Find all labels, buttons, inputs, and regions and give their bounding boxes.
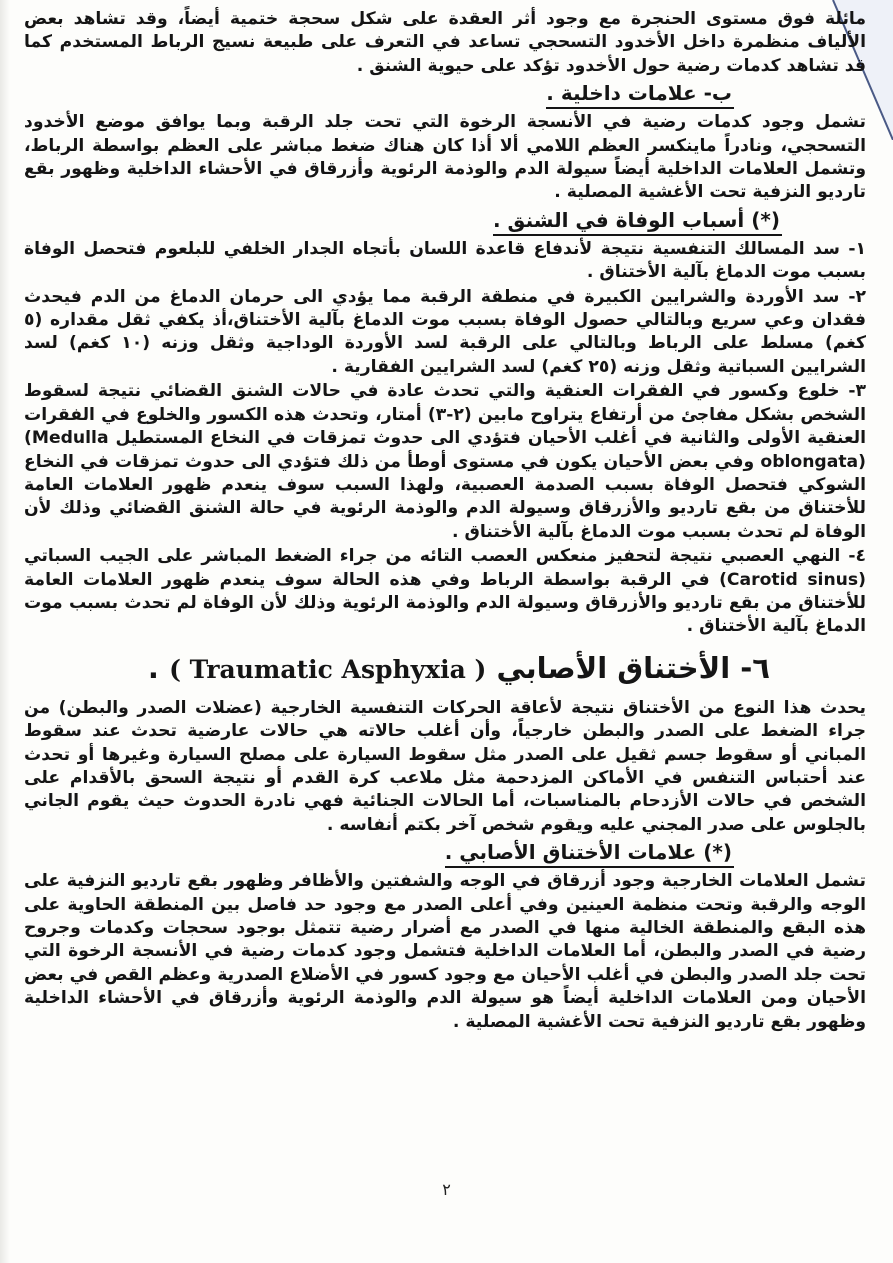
internal-signs-heading-row (24, 79, 866, 109)
traumatic-signs-text: تشمل العلامات الخارجية وجود أزرقاق في الوجه والشفتين والأظافر وظهور بقع تارديو النزفية على الوجه والرقبة وتحت منظمة العينين وفي أعلى الصدر مع وجود حد فاصل بين المنطقة الحاوية على هذه البقع والمنطقة الخالية منها في الصدر مع أضرار رضية تتمثل بوجود سحجات وكدمات وجروح رضية في الصدر والبطن، أما العلامات الداخلية فتشمل وجود كدمات رضية في الأنسجة الرخوة التي تحت جلد الصدر والبطن في أغلب الأحيان مع وجود كسور في الأضلاع الصدرية وعظم القص في بعض الأحيان ومن العلامات الداخلية أيضاً هو سيولة الدم والوذمة الرئوية وأزرقاق في الأحشاء الداخلية وظهور بقع تارديو النزفية تحت الأغشية المصلية . (24, 871, 866, 1032)
carotid-term: (Carotid sinus) (719, 569, 866, 590)
death-causes-heading: (*) أسباب الوفاة في الشنق . (493, 206, 782, 236)
death-cause-4-text: ٤- النهي العصبي نتيجة لتحفيز منعكس العصب التائه من جراء الضغط المباشر على الجيب السباتي (24, 546, 866, 567)
traumatic-text: يحدث هذا النوع من الأختناق نتيجة لأعاقة الحركات التنفسية الخارجية (عضلات الصدر والبطن) من جراء الضغط على الصدر والبطن خارجياً، وأن أغلب حالاته هي حالات عارضية تحدث عند سقوط المباني أو سقوط جسم ثقيل على الصدر مثل سقوط السيارة على مصلح السيارة وغيرها أو تحدث عند أحتباس التنفس في الأماكن المزدحمة مثل ملاعب كرة القدم أو نتيجة السحق بالأقدام على الشخص في حالات الأزدحام بالمناسبات، أما الحالات الجنائية فهي نادرة الحدوث حيث يقوم الجاني بالجلوس على صدر المجني عليه ويقوم شخص آخر بكتم أنفاسه . (24, 697, 866, 835)
death-cause-3-text: ٣- خلوع وكسور في الفقرات العنقية والتي تحدث عادة في حالات الشنق القضائي نتيجة لسقوط الشخص بشكل مفاجئ من أرتفاع يتراوح مابين (٢-٣) أمتار، وتحدث هذه الكسور والخلوع في الفقرات العنقية الأولى والثانية في أغلب الأحيان فتؤدي الى حدوث تمزقات في النخاع المستطيل (24, 381, 866, 449)
traumatic-signs-heading: (*) علامات الأختناق الأصابي . (445, 838, 734, 868)
internal-signs-text: تشمل وجود كدمات رضية في الأنسجة الرخوة التي تحت جلد الرقبة وبما يوافق موضع الأخدود التسحجي، ونادراً ماينكسر العظم اللامي ألا أذا كان هناك ضغط مباشر على العظم بواسطة الرباط، وتشمل العلامات الداخلية أيضاً سيولة الدم والوذمة الرئوية وأزرقاق في الأحشاء الداخلية وظهور بقع تارديو النزفية تحت الأغشية المصلية . (24, 112, 866, 203)
traumatic-asphyxia-heading (24, 645, 866, 693)
medulla-term: (Medulla oblongata) (24, 428, 867, 472)
death-cause-3 (24, 380, 866, 544)
death-cause-1: ١- سد المسالك التنفسية نتيجة لأندفاع قاعدة اللسان بأتجاه الجدار الخلفي للبلعوم فتحصل الوفاة بسبب موت الدماغ بآلية الأختناق . (24, 238, 866, 283)
death-causes-heading-row (24, 206, 866, 236)
death-cause-3-continued: وفي بعض الأحيان يكون في مستوى أوطأ من ذلك فتؤدي الى حدوث تمزقات في النخاع الشوكي فتحصل الوفاة بسبب الصدمة العصبية، ولهذا السبب سوف ينعدم ظهور العلامات العامة للأختناق من بقع تارديو والأزرقاق وسيولة الدم والوذمة الرئوية في حالة الشنق القضائي وذلك لأن الوفاة لم تحدث بسبب موت الدماغ بآلية الأختناق . (24, 451, 866, 542)
internal-signs-heading: ب- علامات داخلية . (546, 79, 734, 109)
intro-paragraph: مائلة فوق مستوى الحنجرة مع وجود أثر العقدة على شكل سحجة ختمية أيضاً، وقد تشاهد بعض الألياف منظمرة داخل الأخدود التسحجي تساعد في التعرف على طبيعة نسيج الرباط المستخدم كما قد تشاهد كدمات رضية حول الأخدود تؤكد على حيوية الشنق . (24, 9, 866, 76)
page-number: ٢ (442, 1180, 451, 1199)
traumatic-signs-heading-row (24, 838, 866, 868)
traumatic-heading-en: ( Traumatic Asphyxia ) (169, 654, 487, 684)
traumatic-heading-ar: ٦- الأختناق الأصابي (496, 650, 770, 685)
page-body (24, 8, 866, 1035)
scan-shadow (0, 0, 10, 1263)
death-cause-4 (24, 545, 866, 639)
death-cause-4-continued: في الرقبة بواسطة الرباط وفي هذه الحالة سوف ينعدم ظهور العلامات العامة للأختناق من بقع تارديو والأزرقاق وسيولة الدم والوذمة الرئوية وذلك لأن الوفاة لم تحدث بسبب موت الدماغ بآلية الأختناق . (24, 569, 866, 637)
traumatic-heading-end: . (147, 650, 159, 685)
death-cause-2: ٢- سد الأوردة والشرايين الكبيرة في منطقة الرقبة مما يؤدي الى حرمان الدماغ من الدم فيحدث فقدان وعي سريع وبالتالي حصول الوفاة بسبب موت الدماغ بآلية الأختناق،أذ يكفي ثقل مقداره (٥ كغم) مسلط على الرباط وبالتالي على الرقبة لسد الأوردة الوداجية وثقل وزنه (١٠ كغم) لسد الشرايين السباتية وثقل وزنه (٢٥ كغم) لسد الشرايين الفقارية . (24, 286, 866, 377)
